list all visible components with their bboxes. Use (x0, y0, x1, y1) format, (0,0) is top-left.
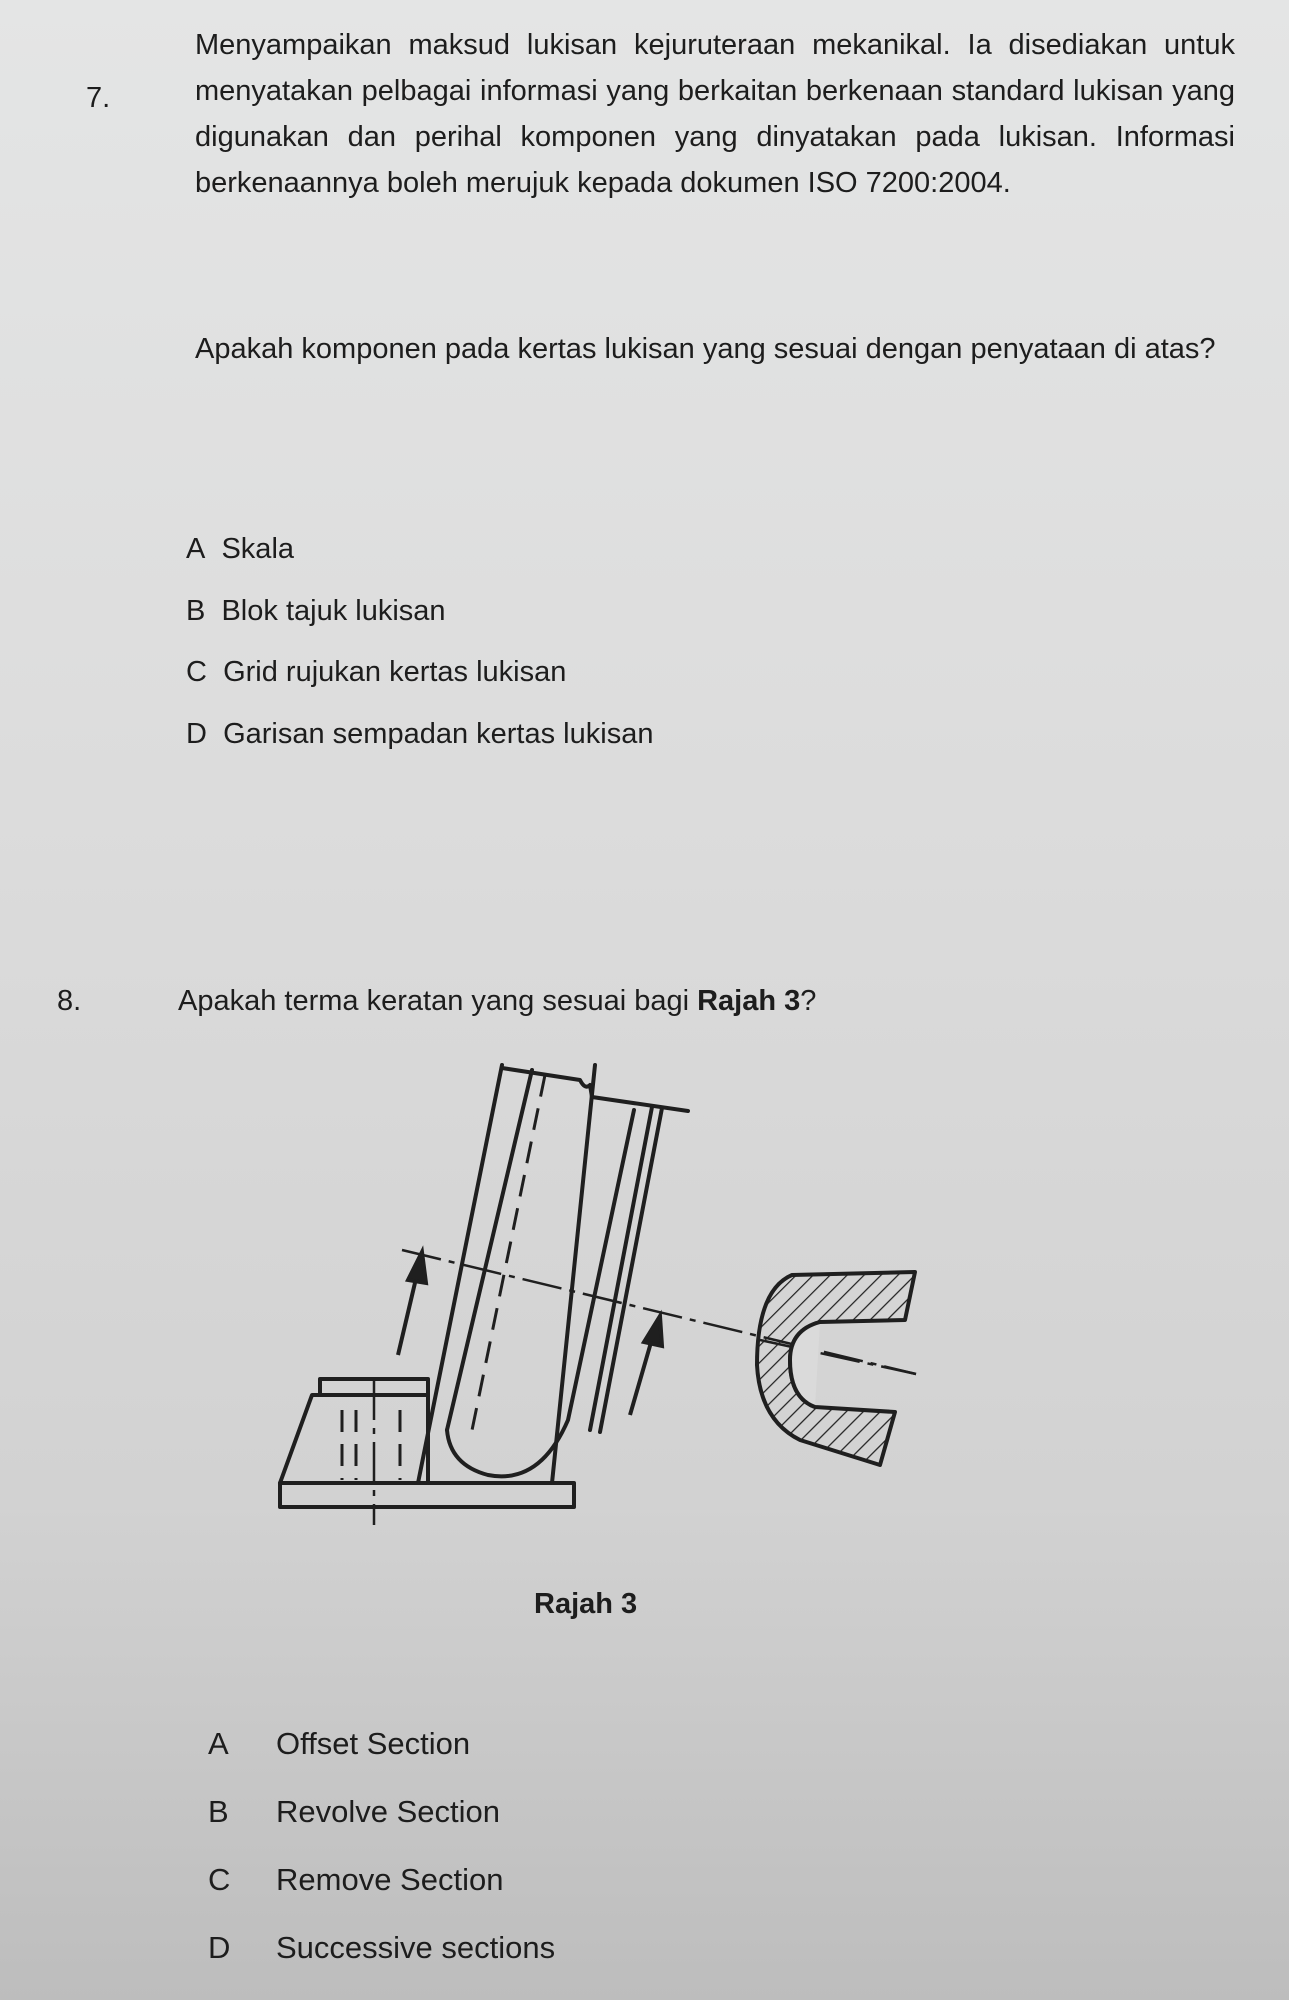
figure-caption: Rajah 3 (534, 1588, 638, 1620)
channel-flange-edge-2 (600, 1108, 662, 1432)
cutting-arrow-right-head (644, 1316, 662, 1346)
q8-option-c-text: Remove Section (276, 1862, 504, 1897)
cutting-arrow-left-head (408, 1252, 426, 1283)
support-block (280, 1395, 428, 1483)
q8-prompt-suffix: ? (800, 985, 817, 1017)
question-7-number: 7. (86, 82, 111, 114)
q8-option-b-text: Revolve Section (276, 1794, 501, 1829)
channel-outer-right (552, 1065, 595, 1483)
q8-option-b-letter: B (208, 1794, 229, 1829)
q7-option-a-letter: A (186, 533, 214, 565)
channel-outer-left (418, 1065, 502, 1483)
q8-option-d-text: Successive sections (276, 1930, 556, 1965)
q8-option-c-letter: C (208, 1862, 231, 1897)
q7-option-b-letter: B (186, 595, 214, 627)
q8-prompt-prefix: Apakah terma keratan yang sesuai bagi (178, 985, 698, 1017)
q8-option-d-letter: D (208, 1930, 231, 1965)
question-7-prompt: Apakah komponen pada kertas lukisan yang sesuai dengan penyataan di atas? (195, 333, 1216, 365)
base-plate (280, 1483, 574, 1507)
hidden-line-channel (470, 1075, 545, 1440)
question-7-paragraph: Menyampaikan maksud lukisan kejuruteraan mekanikal. Ia disediakan untuk menyatakan pelbagai informasi yang berkaitan berkenaan standard lukisan yang digunakan dan perihal komponen yang dinyatakan pada lukisan. Informasi berkenaannya boleh merujuk kepada dokumen ISO 7200:2004. (195, 29, 1235, 199)
q7-option-d-text: Garisan sempadan kertas lukisan (223, 718, 654, 750)
q8-prompt-bold: Rajah 3 (697, 985, 801, 1017)
q7-option-c-text: Grid rujukan kertas lukisan (223, 656, 567, 688)
q8-option-a-letter: A (208, 1726, 229, 1761)
q8-option-a-text: Offset Section (276, 1726, 471, 1761)
q7-option-c-letter: C (186, 656, 215, 688)
question-8-number: 8. (57, 985, 82, 1017)
q7-option-a-text: Skala (221, 533, 295, 565)
q7-option-d-letter: D (186, 718, 215, 750)
q7-option-b-text: Blok tajuk lukisan (221, 595, 446, 627)
